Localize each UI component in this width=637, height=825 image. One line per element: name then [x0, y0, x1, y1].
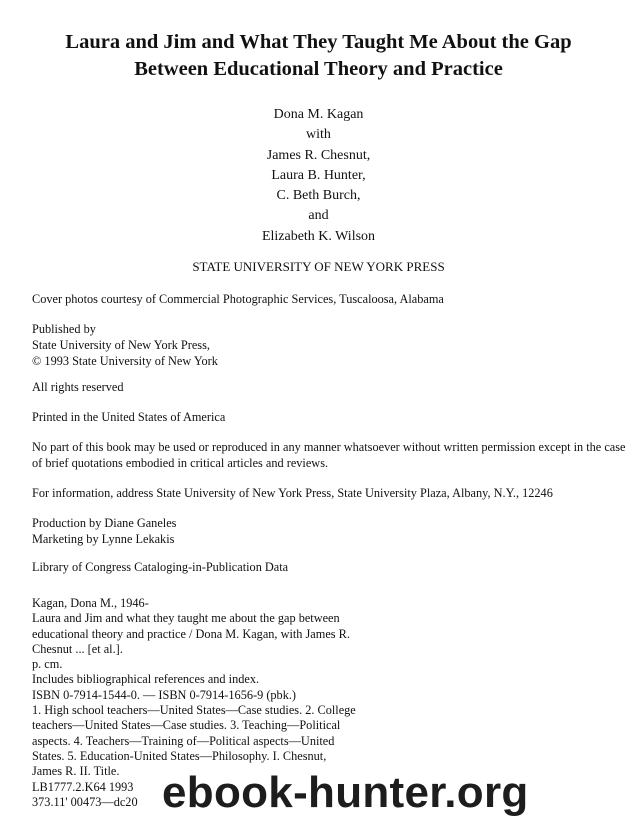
author-line: Elizabeth K. Wilson [261, 228, 376, 244]
information-address: For information, address State University of New York Press, State University Plaza, Albany, N.Y., 12246 [32, 486, 553, 500]
title-line-2: Between Educational Theory and Practice [134, 58, 503, 80]
book-title [20, 29, 617, 83]
permission-line: No part of this book may be used or reproduced in any manner whatsoever without written permission except in the case [32, 440, 626, 454]
copyright-line: © 1993 State University of New York [32, 354, 218, 368]
published-by-block [32, 321, 618, 369]
printed-notice: Printed in the United States of America [32, 410, 226, 424]
author-line: James R. Chesnut, [266, 147, 371, 163]
cover-credit: Cover photos courtesy of Commercial Photographic Services, Tuscaloosa, Alabama [32, 292, 444, 306]
author-line: Laura B. Hunter, [271, 167, 366, 183]
author-line: with [306, 127, 331, 143]
watermark-text: ebook-hunter.org [162, 768, 529, 817]
author-line: C. Beth Burch, [276, 188, 361, 204]
cip-line: James R. II. Title. [32, 764, 120, 779]
cip-line: aspects. 4. Teachers—Training of—Political aspects—United [32, 733, 335, 748]
production-line: Production by Diane Ganeles [32, 516, 177, 530]
production-credits [32, 515, 618, 547]
publisher-name: STATE UNIVERSITY OF NEW YORK PRESS [192, 259, 445, 274]
cip-line: teachers—United States—Case studies. 3. Teaching—Political [32, 718, 341, 733]
author-line: Dona M. Kagan [273, 107, 364, 122]
rights-notice: All rights reserved [32, 380, 124, 394]
title-line-1: Laura and Jim and What They Taught Me About the Gap [65, 31, 572, 53]
permission-line: of brief quotations embodied in critical articles and reviews. [32, 456, 329, 470]
cip-line: p. cm. [32, 657, 63, 672]
cip-line: Kagan, Dona M., 1946- [32, 596, 149, 610]
cip-line: 373.11' 00473—dc20 [32, 794, 138, 809]
cip-heading: Library of Congress Cataloging-in-Publication Data [32, 560, 289, 574]
published-line: State University of New York Press, [32, 338, 210, 352]
marketing-line: Marketing by Lynne Lekakis [32, 532, 175, 546]
cip-line: Laura and Jim and what they taught me about the gap between [32, 611, 340, 626]
cip-line: LB1777.2.K64 1993 [32, 779, 134, 794]
cip-line: Chesnut ... [et al.]. [32, 641, 123, 656]
cip-line: States. 5. Education-United States—Philosophy. I. Chesnut, [32, 748, 327, 763]
cip-line: 1. High school teachers—United States—Case studies. 2. College [32, 703, 356, 718]
cip-line: Includes bibliographical references and index. [32, 672, 260, 687]
author-line: and [308, 208, 329, 224]
published-line: Published by [32, 322, 96, 336]
author-block [0, 105, 637, 247]
cip-line: ISBN 0-7914-1544-0. — ISBN 0-7914-1656-9 (pbk.) [32, 687, 297, 702]
cip-line: educational theory and practice / Dona M. Kagan, with James R. [32, 626, 350, 641]
permission-notice [32, 439, 626, 471]
